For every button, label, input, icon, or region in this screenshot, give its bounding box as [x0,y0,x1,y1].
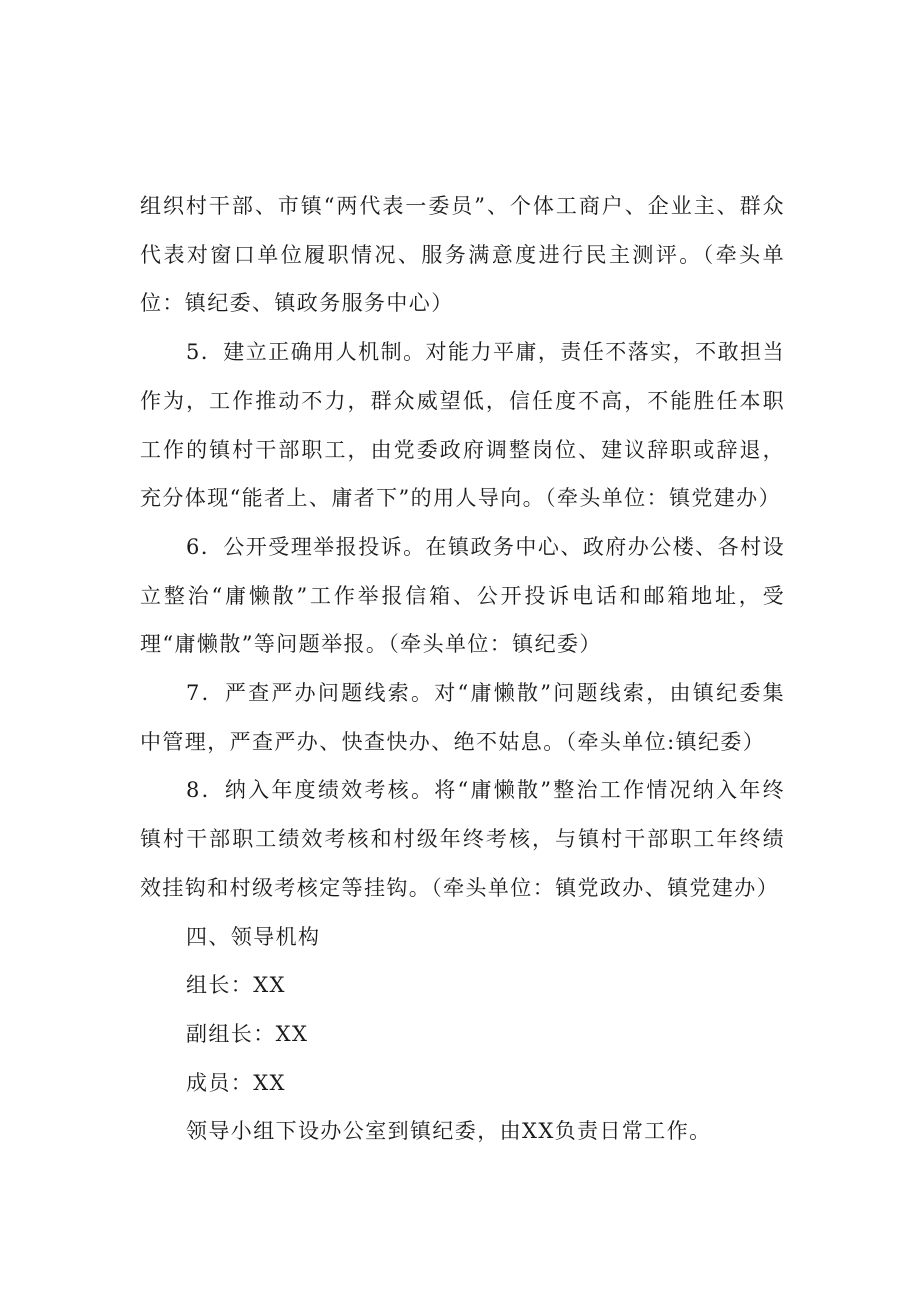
leader-line: 组长：XX [186,973,286,998]
section-heading: 四、领导机构 [186,924,321,949]
paragraph-item-5: 5．建立正确用人机制。对能力平庸，责任不落实，不敢担当作为，工作推动不力，群众威望低，信任度不高，不能胜任本职工作的镇村干部职工，由党委政府调整岗位、建议辞职或辞退，充分体现“能者上、庸者下”的用人导向。（牵头单位：镇党建办） [140,340,785,511]
members-line: 成员：XX [186,1070,286,1095]
paragraph-item-7: 7．严查严办问题线索。对“庸懒散”问题线索，由镇纪委集中管理，严查严办、快查快办、绝不姑息。（牵头单位:镇纪委） [140,681,785,754]
deputy-leader-line: 副组长：XX [186,1021,309,1046]
paragraph-item-6: 6．公开受理举报投诉。在镇政务中心、政府办公楼、各村设立整治“庸懒散”工作举报信箱、公开投诉电话和邮箱地址，受理“庸懒散”等问题举报。（牵头单位：镇纪委） [140,534,785,657]
document-body [140,182,785,1156]
paragraph-democratic-evaluation: 组织村干部、市镇“两代表一委员”、个体工商户、企业主、群众代表对窗口单位履职情况、服务满意度进行民主测评。（牵头单位：镇纪委、镇政务服务中心） [140,194,785,316]
office-note-line: 领导小组下设办公室到镇纪委，由XX负责日常工作。 [186,1119,712,1144]
paragraph-item-8: 8．纳入年度绩效考核。将“庸懒散”整治工作情况纳入年终镇村干部职工绩效考核和村级年终考核，与镇村干部职工年终绩效挂钩和村级考核定等挂钩。（牵头单位：镇党政办、镇党建办） [140,778,785,900]
